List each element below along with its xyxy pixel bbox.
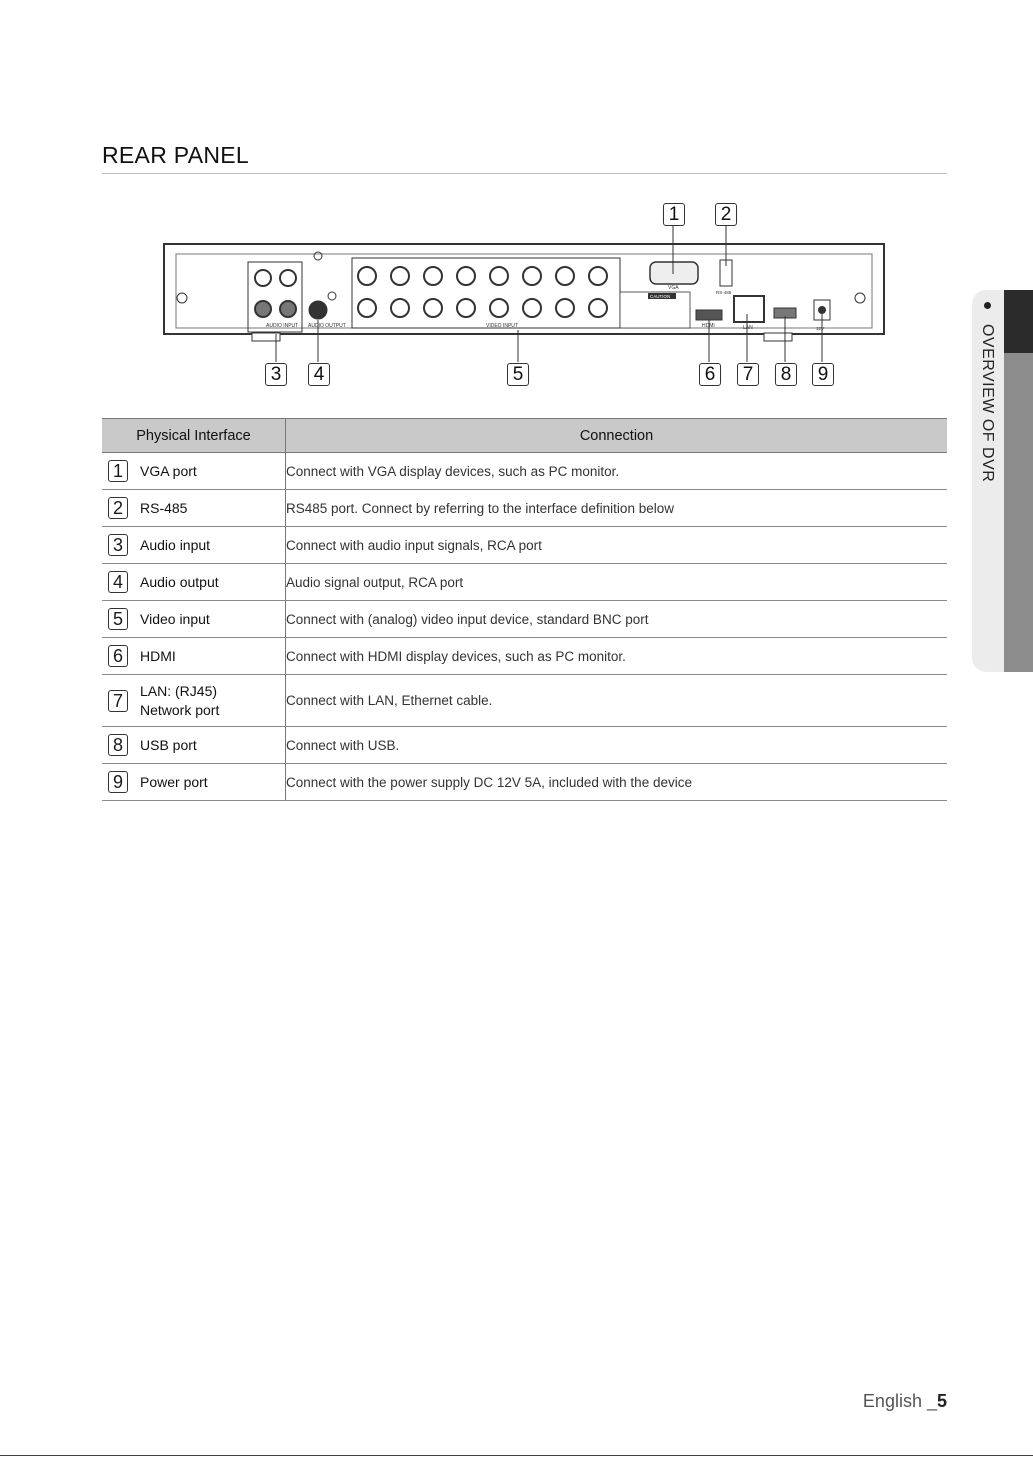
interface-name: Audio output	[140, 573, 219, 590]
interface-name: Power port	[140, 773, 208, 790]
page-footer	[863, 1391, 947, 1412]
table-row	[102, 527, 947, 564]
callout-3: 3	[265, 363, 287, 386]
video-input-label: VIDEO INPUT	[486, 323, 518, 329]
callout-1: 1	[663, 203, 685, 226]
table-row	[102, 727, 947, 764]
bullet-icon	[984, 302, 991, 309]
rear-panel-table	[102, 418, 947, 801]
interface-name: Video input	[140, 610, 210, 627]
connection-text: Connect with LAN, Ethernet cable.	[286, 675, 948, 727]
callout-5: 5	[507, 363, 529, 386]
audio-output-label: AUDIO OUTPUT	[308, 323, 346, 329]
page-title: REAR PANEL	[102, 142, 947, 174]
interface-name: LAN: (RJ45) Network port	[140, 682, 220, 718]
table-row	[102, 638, 947, 675]
interface-name: Audio input	[140, 536, 211, 553]
audio-input-label: AUDIO INPUT	[266, 323, 299, 329]
row-number-badge: 5	[108, 608, 128, 630]
header-connection: Connection	[286, 419, 948, 453]
interface-name: USB port	[140, 736, 197, 753]
connection-text: Connect with the power supply DC 12V 5A, included with the device	[286, 764, 948, 801]
callout-7: 7	[737, 363, 759, 386]
side-tab-label	[978, 302, 996, 482]
connection-text: Connect with (analog) video input device, standard BNC port	[286, 601, 948, 638]
callout-8: 8	[775, 363, 797, 386]
row-number-badge: 9	[108, 771, 128, 793]
hdmi-label: HDMI	[702, 323, 715, 329]
table-row	[102, 564, 947, 601]
header-physical-interface: Physical Interface	[102, 419, 286, 453]
section-side-tab	[972, 290, 1033, 672]
connection-text: Connect with USB.	[286, 727, 948, 764]
connection-text: Connect with HDMI display devices, such as PC monitor.	[286, 638, 948, 675]
bottom-rule	[0, 1455, 1033, 1456]
interface-name: VGA port	[140, 462, 197, 479]
interface-name: RS-485	[140, 499, 188, 516]
callout-4: 4	[308, 363, 330, 386]
interface-name: HDMI	[140, 647, 176, 664]
table-header-row	[102, 419, 947, 453]
callout-2: 2	[715, 203, 737, 226]
side-tab-grey-block	[1004, 353, 1033, 672]
rs485-label: RS-485	[716, 290, 732, 295]
connection-text: RS485 port. Connect by referring to the interface definition below	[286, 490, 948, 527]
table-row	[102, 601, 947, 638]
callout-9: 9	[812, 363, 834, 386]
footer-language: English _	[862, 1391, 937, 1411]
table-row	[102, 453, 947, 490]
connection-text: Connect with VGA display devices, such as PC monitor.	[286, 453, 948, 490]
rear-panel-diagram	[160, 196, 890, 392]
callout-6: 6	[699, 363, 721, 386]
row-number-badge: 6	[108, 645, 128, 667]
row-number-badge: 1	[108, 460, 128, 482]
row-number-badge: 2	[108, 497, 128, 519]
row-number-badge: 4	[108, 571, 128, 593]
connection-text: Connect with audio input signals, RCA port	[286, 527, 948, 564]
side-tab-dark-block	[1004, 290, 1033, 353]
row-number-badge: 8	[108, 734, 128, 756]
side-tab-text: OVERVIEW OF DVR	[979, 323, 996, 483]
page-number: 5	[936, 1391, 947, 1411]
caution-label: CAUTION	[650, 294, 671, 299]
table-row	[102, 490, 947, 527]
lan-label: LAN	[743, 325, 753, 331]
row-number-badge: 7	[108, 690, 128, 712]
vga-label: VGA	[668, 285, 679, 291]
table-row	[102, 764, 947, 801]
connection-text: Audio signal output, RCA port	[286, 564, 948, 601]
power-label: 12V	[816, 326, 825, 331]
table-row	[102, 675, 947, 727]
row-number-badge: 3	[108, 534, 128, 556]
